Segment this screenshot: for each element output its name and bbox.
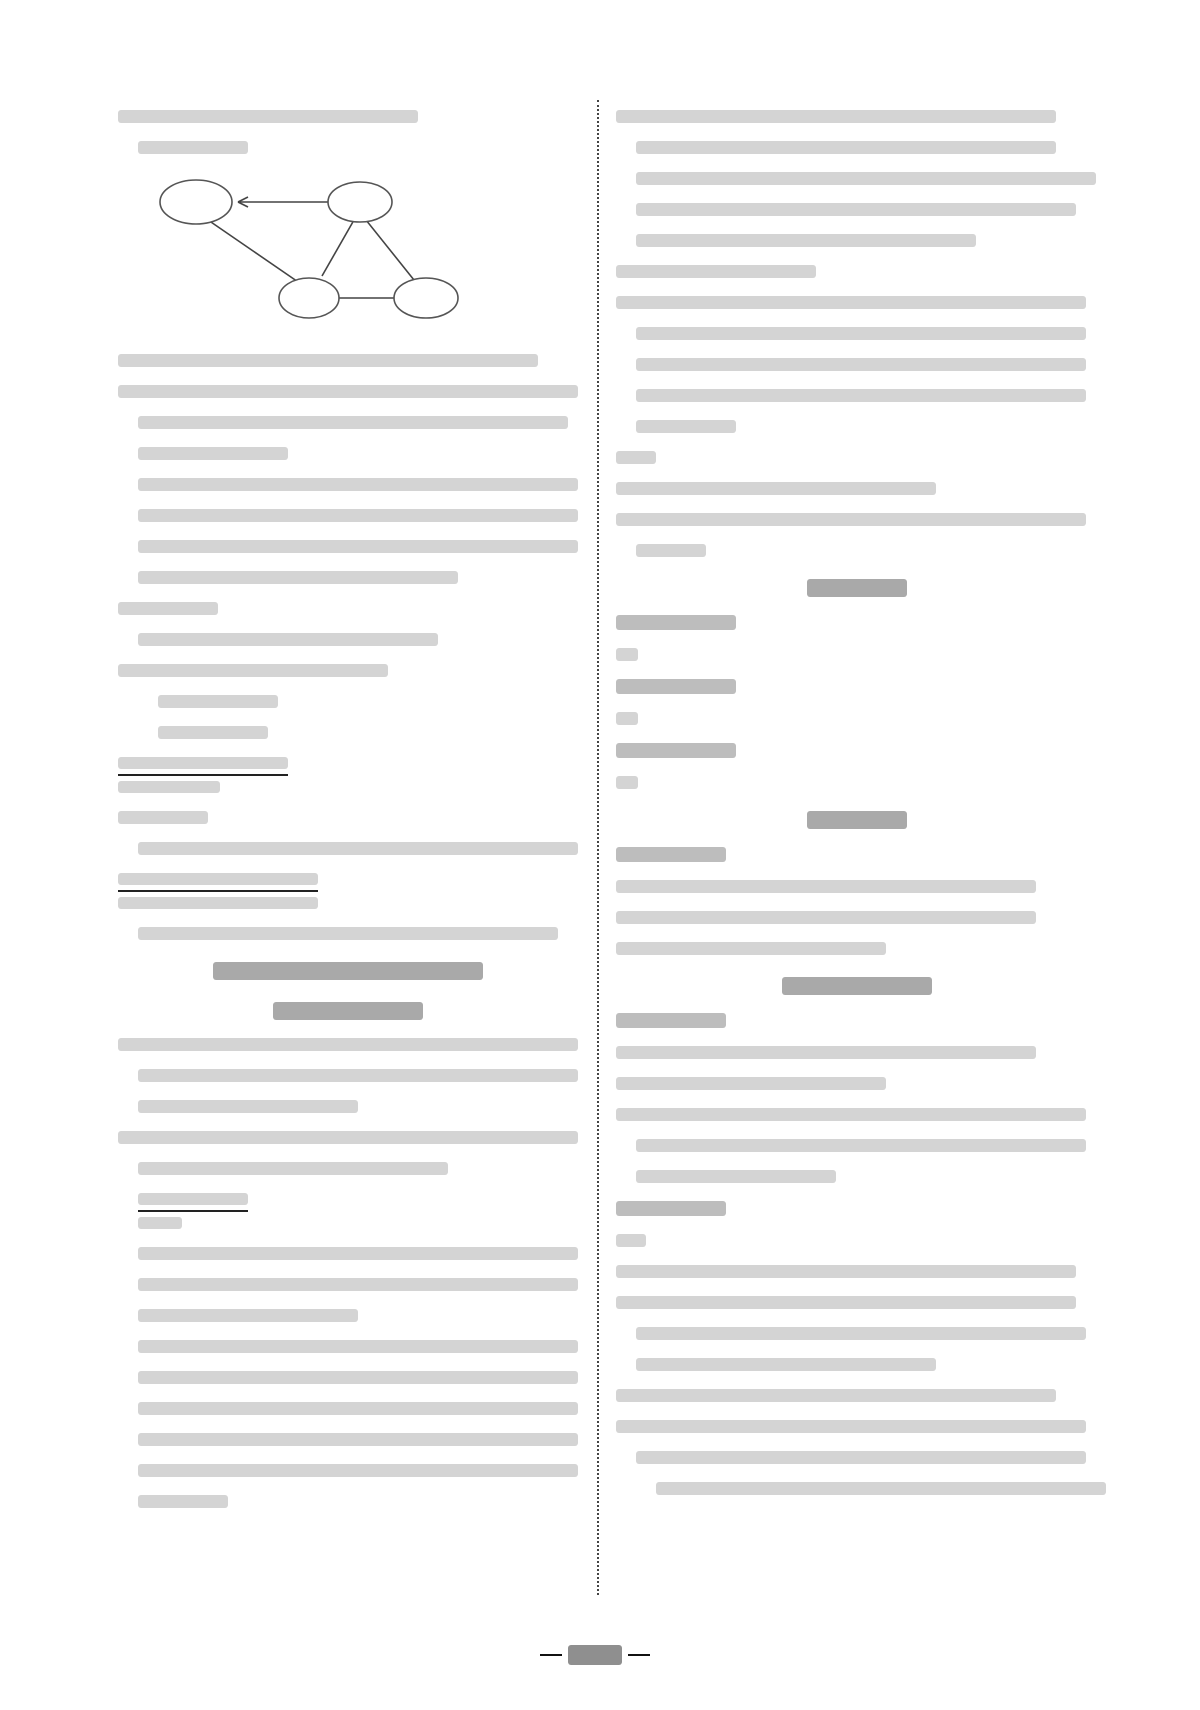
text-line [636, 327, 1086, 340]
text-line [138, 1247, 578, 1260]
text-line [636, 1139, 1086, 1152]
section-heading [807, 811, 907, 829]
diagram-node [394, 278, 458, 318]
page-number-dash [628, 1654, 650, 1656]
diagram-arrow [366, 220, 414, 280]
subsection-label [616, 679, 736, 694]
text-line [636, 420, 736, 433]
subsection-label [616, 847, 726, 862]
text-line [138, 416, 568, 429]
fraction-block [118, 757, 288, 793]
text-line [616, 1389, 1056, 1402]
fraction-denominator [118, 897, 318, 909]
text-line [616, 296, 1086, 309]
text-line [118, 664, 388, 677]
text-line [138, 447, 288, 460]
fraction-rule [118, 890, 318, 892]
text-line [138, 1162, 448, 1175]
text-line [616, 911, 1036, 924]
text-line [138, 1371, 578, 1384]
section-heading [213, 962, 483, 980]
fraction-numerator [118, 873, 318, 885]
text-line [138, 633, 438, 646]
page-number-dash [540, 1654, 562, 1656]
text-line [118, 110, 418, 123]
fraction-denominator [118, 781, 220, 793]
fraction-rule [118, 774, 288, 776]
text-line [158, 726, 268, 739]
text-line [616, 1108, 1086, 1121]
fraction-block [118, 873, 318, 909]
fraction-numerator [118, 757, 288, 769]
diagram-edge [322, 220, 354, 276]
text-line [616, 776, 638, 789]
text-line [138, 1464, 578, 1477]
text-line [616, 1046, 1036, 1059]
fraction-denominator [138, 1217, 182, 1229]
text-line [118, 385, 578, 398]
subsection-label [616, 1013, 726, 1028]
text-line [616, 1420, 1086, 1433]
text-line [616, 648, 638, 661]
subsection-label [616, 1201, 726, 1216]
text-line [636, 1451, 1086, 1464]
text-line [616, 482, 936, 495]
text-line [636, 141, 1056, 154]
text-line [616, 1265, 1076, 1278]
fraction-block [138, 1193, 248, 1229]
text-line [138, 842, 578, 855]
text-line [616, 451, 656, 464]
subsection-label [616, 743, 736, 758]
text-line [138, 1309, 358, 1322]
text-line [138, 1433, 578, 1446]
text-line [636, 389, 1086, 402]
text-line [636, 544, 706, 557]
text-line [616, 712, 638, 725]
diagram-node [328, 182, 392, 222]
text-line [138, 478, 578, 491]
text-line [636, 1358, 936, 1371]
text-line [138, 1495, 228, 1508]
diagram-edge [208, 220, 304, 286]
right-column [616, 92, 1098, 1495]
left-column [118, 92, 578, 1508]
text-line [616, 942, 886, 955]
diagram-node [160, 180, 232, 224]
text-line [138, 1100, 358, 1113]
text-line [616, 265, 816, 278]
text-line [656, 1482, 1106, 1495]
text-line [616, 880, 1036, 893]
text-line [138, 540, 578, 553]
column-divider [597, 100, 599, 1595]
text-line [138, 1278, 578, 1291]
text-line [138, 141, 248, 154]
reaction-diagram [154, 168, 494, 328]
diagram-node [279, 278, 339, 318]
text-line [636, 358, 1086, 371]
text-line [158, 695, 278, 708]
text-line [118, 1131, 578, 1144]
text-line [616, 1234, 646, 1247]
text-line [138, 1402, 578, 1415]
text-line [636, 234, 976, 247]
section-heading [273, 1002, 423, 1020]
section-heading [807, 579, 907, 597]
page-number-value [568, 1645, 622, 1665]
text-line [616, 513, 1086, 526]
text-line [636, 172, 1096, 185]
text-line [138, 509, 578, 522]
text-line [118, 354, 538, 367]
text-line [636, 1170, 836, 1183]
page-number [540, 1642, 650, 1668]
fraction-numerator [138, 1193, 248, 1205]
text-line [138, 1069, 578, 1082]
subsection-label [616, 615, 736, 630]
text-line [118, 1038, 578, 1051]
text-line [118, 811, 208, 824]
text-line [636, 203, 1076, 216]
text-line [616, 1296, 1076, 1309]
text-line [138, 927, 558, 940]
text-line [138, 571, 458, 584]
fraction-rule [138, 1210, 248, 1212]
section-heading [782, 977, 932, 995]
text-line [118, 602, 218, 615]
text-line [616, 1077, 886, 1090]
text-line [636, 1327, 1086, 1340]
text-line [138, 1340, 578, 1353]
text-line [616, 110, 1056, 123]
